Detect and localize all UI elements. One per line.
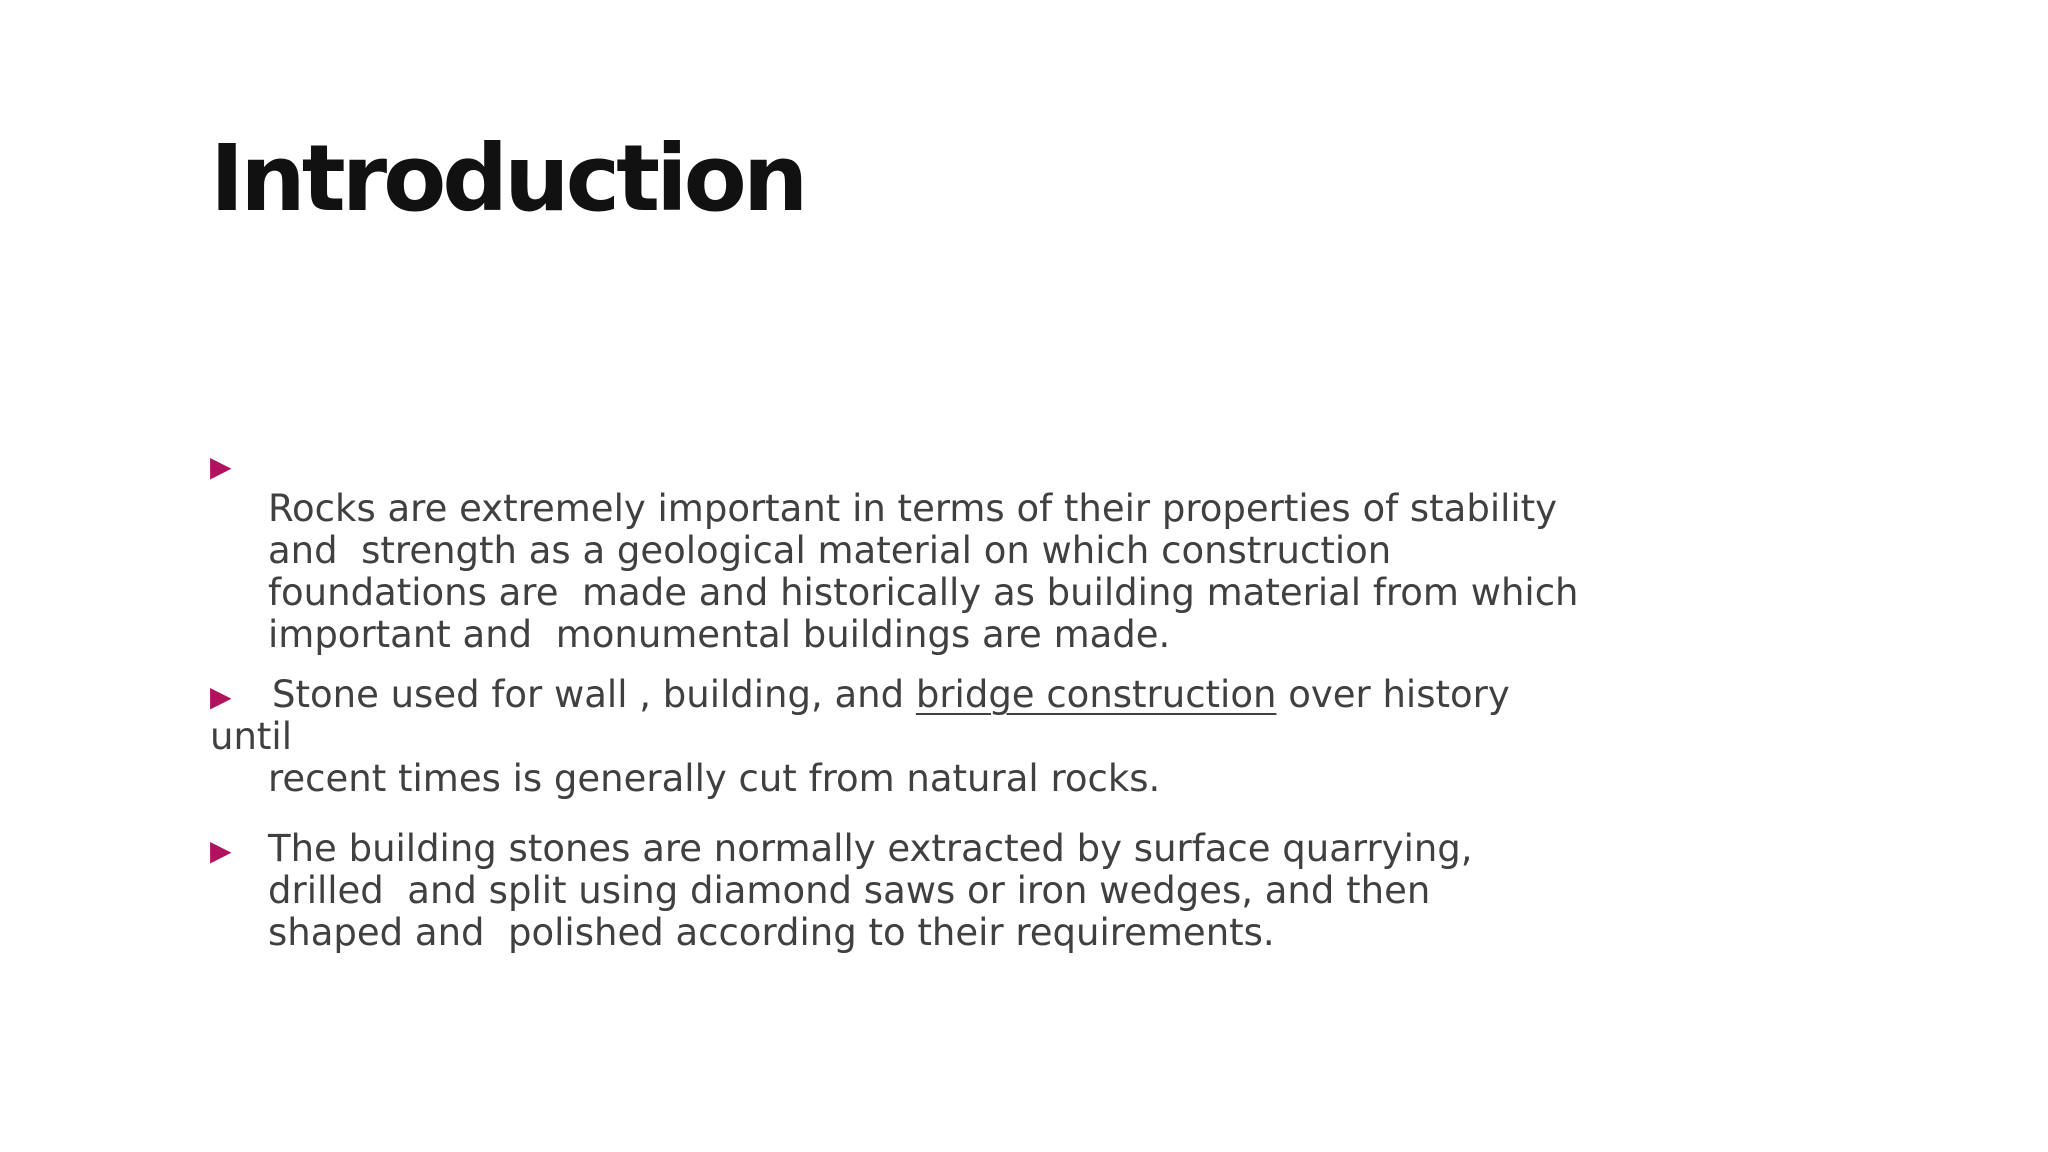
triangle-right-icon: ▶ bbox=[210, 680, 232, 713]
bullet-line: Rocks are extremely important in terms of their properties of stability bbox=[268, 487, 1558, 530]
bullet-line: important and monumental buildings are made. bbox=[268, 613, 1171, 656]
bullet-line: drilled and split using diamond saws or iron wedges, and then bbox=[268, 869, 1431, 912]
bullet-line: and strength as a geological material on which construction bbox=[268, 529, 1392, 572]
bullet-line: until bbox=[210, 715, 292, 758]
triangle-right-icon: ▶ bbox=[210, 834, 232, 867]
bullet-text bbox=[210, 446, 1850, 656]
bullet-line: shaped and polished according to their requirements. bbox=[268, 911, 1275, 954]
bullet-text bbox=[210, 674, 1850, 800]
bullet-item bbox=[210, 674, 1850, 800]
bullet-line bbox=[210, 674, 1850, 716]
bullet-line-start: Stone used for wall , building, and bbox=[272, 673, 916, 716]
bullet-line: foundations are made and historically as building material from which bbox=[268, 571, 1579, 614]
bullet-line-end: over history bbox=[1276, 673, 1510, 716]
triangle-right-icon: ▶ bbox=[210, 450, 232, 483]
page-title: Introduction bbox=[210, 125, 805, 232]
bullet-line: The building stones are normally extracted by surface quarrying, bbox=[268, 827, 1473, 870]
bridge-construction-link[interactable]: bridge construction bbox=[915, 673, 1277, 716]
bullet-text bbox=[210, 828, 1850, 954]
bullet-item bbox=[210, 828, 1850, 954]
bullet-line: recent times is generally cut from natural rocks. bbox=[268, 757, 1161, 800]
bullet-item bbox=[210, 446, 1850, 656]
